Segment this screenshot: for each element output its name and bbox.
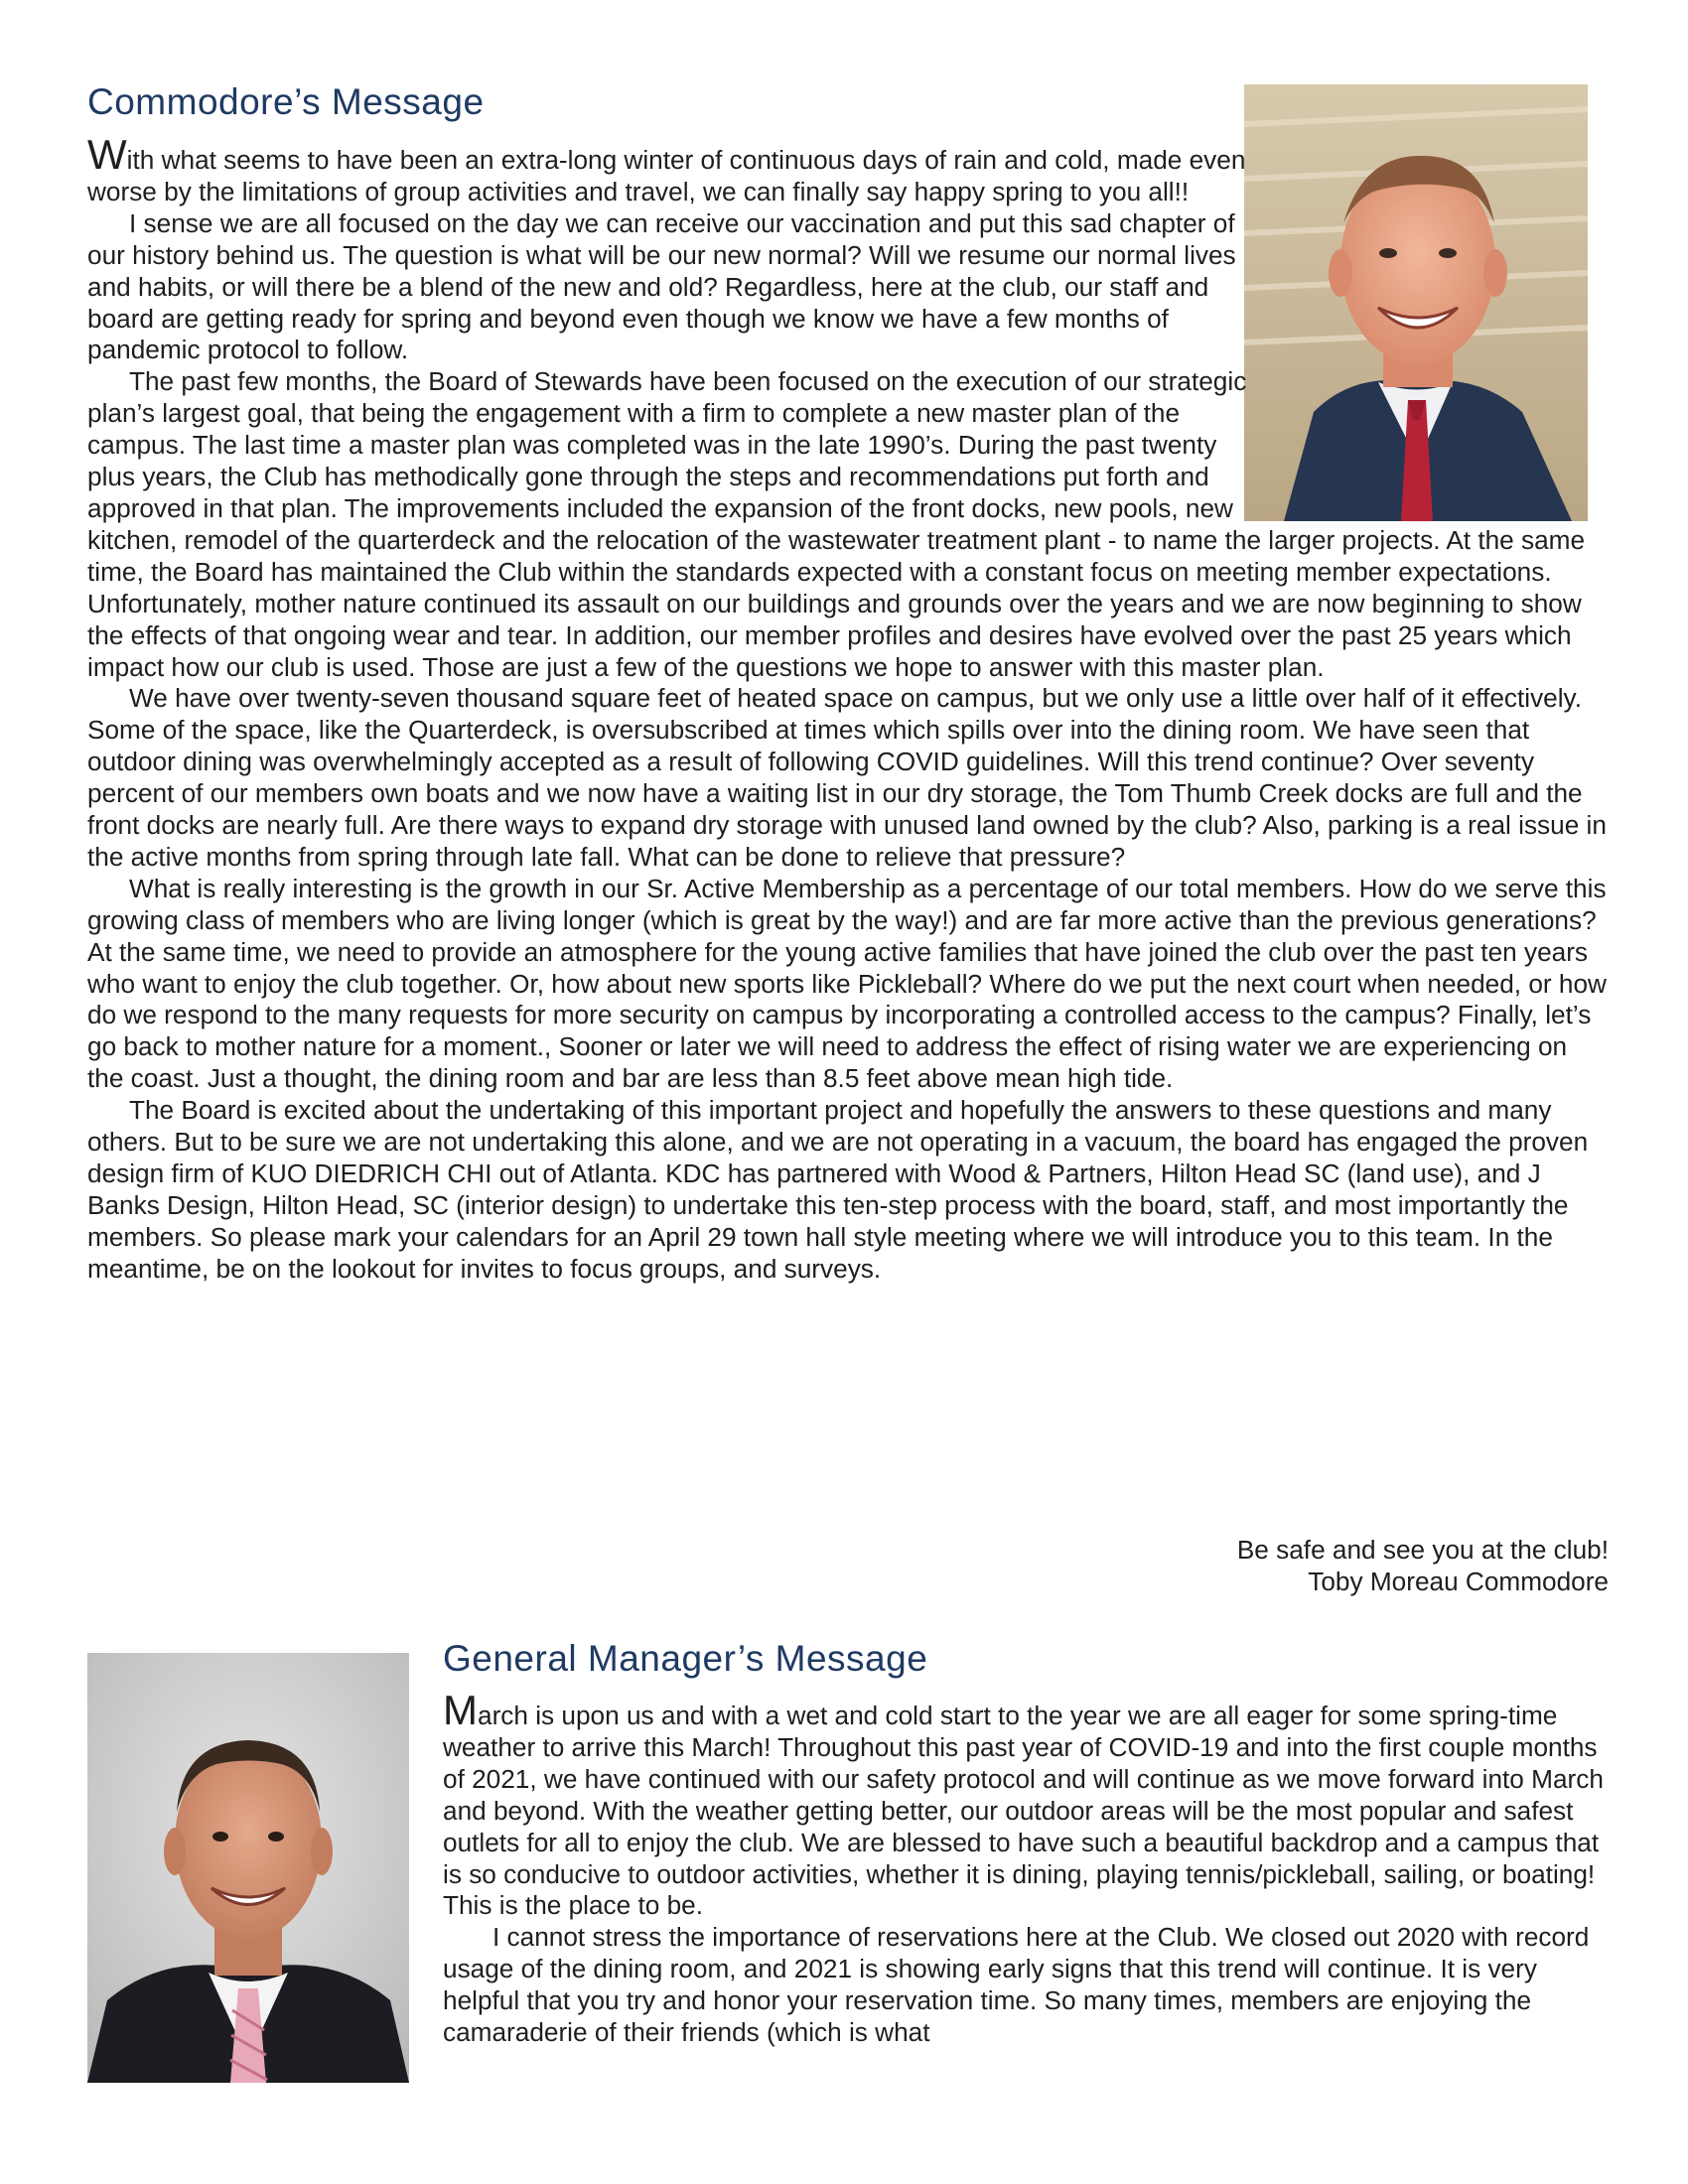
commodore-signoff — [1237, 1534, 1609, 1597]
paragraph-text: ith what seems to have been an extra-long winter of continuous days of rain and cold, made even worse by the limitations of group activities and travel, we can finally say happy spring to you all!! — [87, 145, 1246, 206]
commodore-paragraph: The Board is excited about the undertaking of this important project and hopefully the answers to these questions and many others. But to be sure we are not undertaking this alone, and we are not operating in a vacuum, the board has engaged the proven design firm of KUO DIEDRICH CHI out of Atlanta. KDC has partnered with Wood & Partners, Hilton Head SC (land use), and J Banks Design, Hilton Head, SC (interior design) to undertake this ten-step process with the board, staff, and most importantly the members. So please mark your calendars for an April 29 town hall style meeting where we will introduce you to this team. In the meantime, be on the lookout for invites to focus groups, and surveys. — [87, 1095, 1589, 1284]
gm-paragraph: I cannot stress the importance of reservations here at the Club. We closed out 2020 with record usage of the dining room, and 2021 is showing early signs that this trend will continue. It is very helpful that you try and honor your reservation time. So many times, members are enjoying the camaraderie of their friends (which is what — [443, 1922, 1590, 2048]
gm-paragraph — [443, 1687, 1610, 1922]
commodore-paragraph: We have over twenty-seven thousand square feet of heated space on campus, but we only use a little over half of it effectively. Some of the space, like the Quarterdeck, is oversubscribed at times which spills over into the dining room. We have seen that outdoor dining was overwhelmingly accepted as a result of following COVID guidelines. Will this trend continue? Over seventy percent of our members own boats and we now have a waiting list in our dry storage, the Tom Thumb Creek docks are full and the front docks are nearly full. Are there ways to expand dry storage with unused land owned by the club? Also, parking is a real issue in the active months from spring through late fall. What can be done to relieve that pressure? — [87, 683, 1607, 872]
signoff-name: Toby Moreau Commodore — [1308, 1567, 1609, 1596]
signoff-closing: Be safe and see you at the club! — [1236, 1535, 1609, 1565]
photo-text-wrap-spacer — [1269, 142, 1607, 523]
commodore-message-title: Commodore’s Message — [87, 81, 485, 122]
commodore-paragraph: What is really interesting is the growth in our Sr. Active Membership as a percentage of our total members. How do we serve this growing class of members who are living longer (which is great by the way!) and are far more active than the previous generations? At the same time, we need to provide an atmosphere for the young active families that have joined the club over the past ten years who want to enjoy the club together. Or, how about new sports like Pickleball? Where do we put the next court when needed, or how do we respond to the many requests for more security on campus by incorporating a controlled access to the campus? Finally, let’s go back to mother nature for a moment., Sooner or later we will need to address the effect of rising water we are experiencing on the coast. Just a thought, the dining room and bar are less than 8.5 feet above mean high tide. — [87, 873, 1607, 1094]
general-manager-message-body — [443, 1687, 1610, 2049]
drop-cap: M — [443, 1687, 478, 1733]
commodore-message-body — [87, 131, 1607, 1286]
commodore-paragraph: The past few months, the Board of Stewards have been focused on the execution of our strategic plan’s largest goal, that being the engagement with a firm to complete a new master plan of the campus. The last time a master plan was completed was in the late 1990’s. During the past twenty plus years, the Club has methodically gone through the steps and recommendations put forth and approved in that plan. The improvements included the expansion of the front docks, new pools, new kitchen, remodel of the quarterdeck and the relocation of the wastewater treatment plant - to name the larger projects. At the same time, the Board has maintained the Club within the standards expected with a constant focus on meeting member expectations. Unfortunately, mother nature continued its assault on our buildings and grounds over the years and we are now beginning to show the effects of that ongoing wear and tear. In addition, our member profiles and desires have evolved over the past 25 years which impact how our club is used. Those are just a few of the questions we hope to answer with this master plan. — [87, 366, 1586, 682]
general-manager-message-title: General Manager’s Message — [443, 1638, 928, 1679]
drop-cap: W — [87, 131, 127, 178]
general-manager-portrait-photo — [87, 1653, 409, 2083]
paragraph-text: arch is upon us and with a wet and cold start to the year we are all eager for some spring-time weather to arrive this March! Throughout this past year of COVID-19 and into the first couple months of 2021, we have continued with our safety protocol and will continue as we move forward into March and beyond. With the weather getting better, our outdoor areas will be the most popular and safest outlets for all to enjoy the club. We are blessed to have such a beautiful backdrop and a campus that is so conducive to outdoor activities, whether it is dining, playing tennis/pickleball, sailing, or boating! This is the place to be. — [443, 1701, 1604, 1921]
commodore-paragraph: I sense we are all focused on the day we can receive our vaccination and put this sad chapter of our history behind us. The question is what will be our new normal? Will we resume our normal lives and habits, or will there be a blend of the new and old? Regardless, here at the club, our staff and board are getting ready for spring and beyond even though we know we have a few months of pandemic protocol to follow. — [87, 207, 1236, 365]
